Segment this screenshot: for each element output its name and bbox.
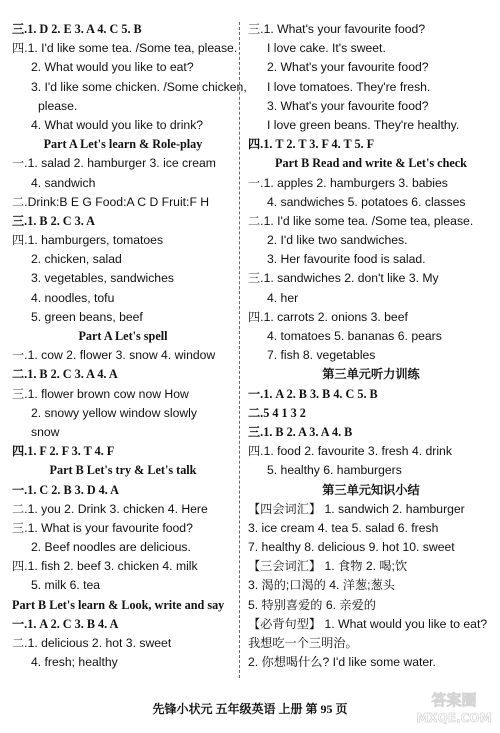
answer-line: 三.1. B 2. A 3. A 4. B (248, 424, 353, 439)
svg-text:答案圈: 答案圈 (431, 691, 477, 709)
answer-line: 二.1. B 2. C 3. A 4. A (12, 367, 118, 382)
answer-line: 第三单元知识小结 (322, 482, 420, 497)
answer-line: 2. What would you like to eat? (31, 60, 194, 75)
answer-line: 5. 特别喜爱的 6. 亲爱的 (248, 597, 376, 612)
answer-line: 【必背句型】 1. What would you like to eat? (248, 616, 488, 631)
answer-line: 4. What would you like to drink? (31, 117, 204, 132)
answer-line: 3. 渴的;口渴的 4. 洋葱;葱头 (248, 578, 395, 593)
answer-line: 四.1. food 2. favourite 3. fresh 4. drink (248, 444, 452, 459)
answer-line: 二.Drink:B E G Food:A C D Fruit:F H (12, 194, 210, 209)
answer-line: Part B Let's try & Let's talk (49, 463, 197, 478)
answer-line: 一.1. A 2. B 3. B 4. C 5. B (248, 386, 378, 401)
answer-line: 4. tomatoes 5. bananas 6. pears (267, 329, 442, 343)
answer-line: 2. Beef noodles are delicious. (31, 540, 191, 555)
answer-line: 3. ice cream 4. tea 5. salad 6. fresh (248, 520, 439, 535)
answer-line: 二.5 4 1 3 2 (248, 405, 306, 420)
answer-line: Part A Let's learn & Role-play (43, 137, 203, 152)
answer-line: 2. 你想喝什么? I'd like some water. (248, 655, 436, 670)
answer-line: please. (38, 98, 78, 113)
answer-line: 【四会词汇】 1. sandwich 2. hamburger (248, 501, 465, 516)
answer-line: 5. green beans, beef (31, 309, 143, 324)
answer-line: 我想吃一个三明治。 (248, 636, 358, 650)
answer-line: 4. her (267, 290, 299, 305)
answer-line: 4. fresh; healthy (31, 655, 118, 670)
column-divider (239, 22, 240, 678)
answer-line: 二.1. I'd like some tea. /Some tea, please. (248, 213, 474, 228)
answer-line: snow (31, 424, 60, 439)
answer-line: 3. vegetables, sandwiches (31, 271, 174, 286)
answer-column-left (12, 20, 247, 672)
page-footer: 先锋小状元 五年级英语 上册 第 95 页 (152, 702, 348, 716)
answer-line: 3. Her favourite food is salad. (267, 252, 426, 267)
answer-line: Part B Read and write & Let's check (275, 156, 467, 171)
answer-line: 4. noodles, tofu (31, 290, 115, 305)
answer-line: 三.1. What's your favourite food? (248, 22, 426, 36)
answer-line: 2. I'd like two sandwiches. (267, 233, 408, 248)
answer-line: 四.1. F 2. F 3. T 4. F (12, 444, 115, 459)
answer-line: 7. fish 8. vegetables (267, 348, 376, 363)
answer-line: 5. healthy 6. hamburgers (267, 463, 402, 478)
answer-line: I love cake. It's sweet. (267, 41, 386, 56)
answer-line: 四.1. T 2. T 3. F 4. T 5. F (248, 137, 375, 152)
answer-line: 4. sandwich (31, 175, 96, 190)
answer-line: 三.1. sandwiches 2. don't like 3. My (248, 271, 439, 286)
answer-line: 二.1. you 2. Drink 3. chicken 4. Here (12, 501, 208, 516)
watermark-logo (412, 688, 496, 728)
svg-text:MXQE.COM: MXQE.COM (416, 711, 492, 725)
answer-line: 3. What's your favourite food? (267, 98, 429, 113)
answer-line: 四.1. fish 2. beef 3. chicken 4. milk (12, 559, 198, 574)
answer-line: 3. I'd like some chicken. /Some chicken, (31, 79, 247, 94)
answer-line: 一.1. cow 2. flower 3. snow 4. window (12, 348, 216, 363)
answer-line: 2. snowy yellow window slowly (31, 405, 197, 420)
answer-line: 四.1. carrots 2. onions 3. beef (248, 309, 408, 324)
answer-line: 四.1. I'd like some tea. /Some tea, please. (12, 41, 238, 56)
answer-line: I love tomatoes. They're fresh. (267, 79, 431, 94)
answer-line: 三.1. What is your favourite food? (12, 520, 193, 535)
answer-line: 二.1. delicious 2. hot 3. sweet (12, 636, 172, 650)
answer-line: 一.1. salad 2. hamburger 3. ice cream (12, 156, 216, 171)
answer-line: 三.1. B 2. C 3. A (12, 213, 95, 228)
answer-line: I love green beans. They're healthy. (267, 117, 460, 132)
answer-line: 一.1. A 2. C 3. B 4. A (12, 616, 119, 631)
answer-column-right (248, 20, 494, 672)
answer-line: 【三会词汇】 1. 食物 2. 喝;饮 (248, 559, 408, 574)
answer-line: 一.1. apples 2. hamburgers 3. babies (248, 175, 448, 190)
answer-line: 2. What's your favourite food? (267, 60, 429, 75)
answer-line: Part B Let's learn & Look, write and say (12, 597, 225, 612)
answer-line: 7. healthy 8. delicious 9. hot 10. sweet (248, 540, 455, 555)
answer-line: 四.1. hamburgers, tomatoes (12, 233, 164, 248)
answer-line: 三.1. flower brown cow now How (12, 386, 189, 401)
answer-line: 5. milk 6. tea (31, 578, 101, 593)
answer-line: 第三单元听力训练 (322, 367, 420, 382)
answer-line: 一.1. C 2. B 3. D 4. A (12, 482, 119, 497)
answer-line: 三.1. D 2. E 3. A 4. C 5. B (12, 22, 142, 36)
answer-line: Part A Let's spell (78, 329, 168, 343)
answer-line: 4. sandwiches 5. potatoes 6. classes (267, 194, 466, 209)
answer-line: 2. chicken, salad (31, 252, 122, 267)
